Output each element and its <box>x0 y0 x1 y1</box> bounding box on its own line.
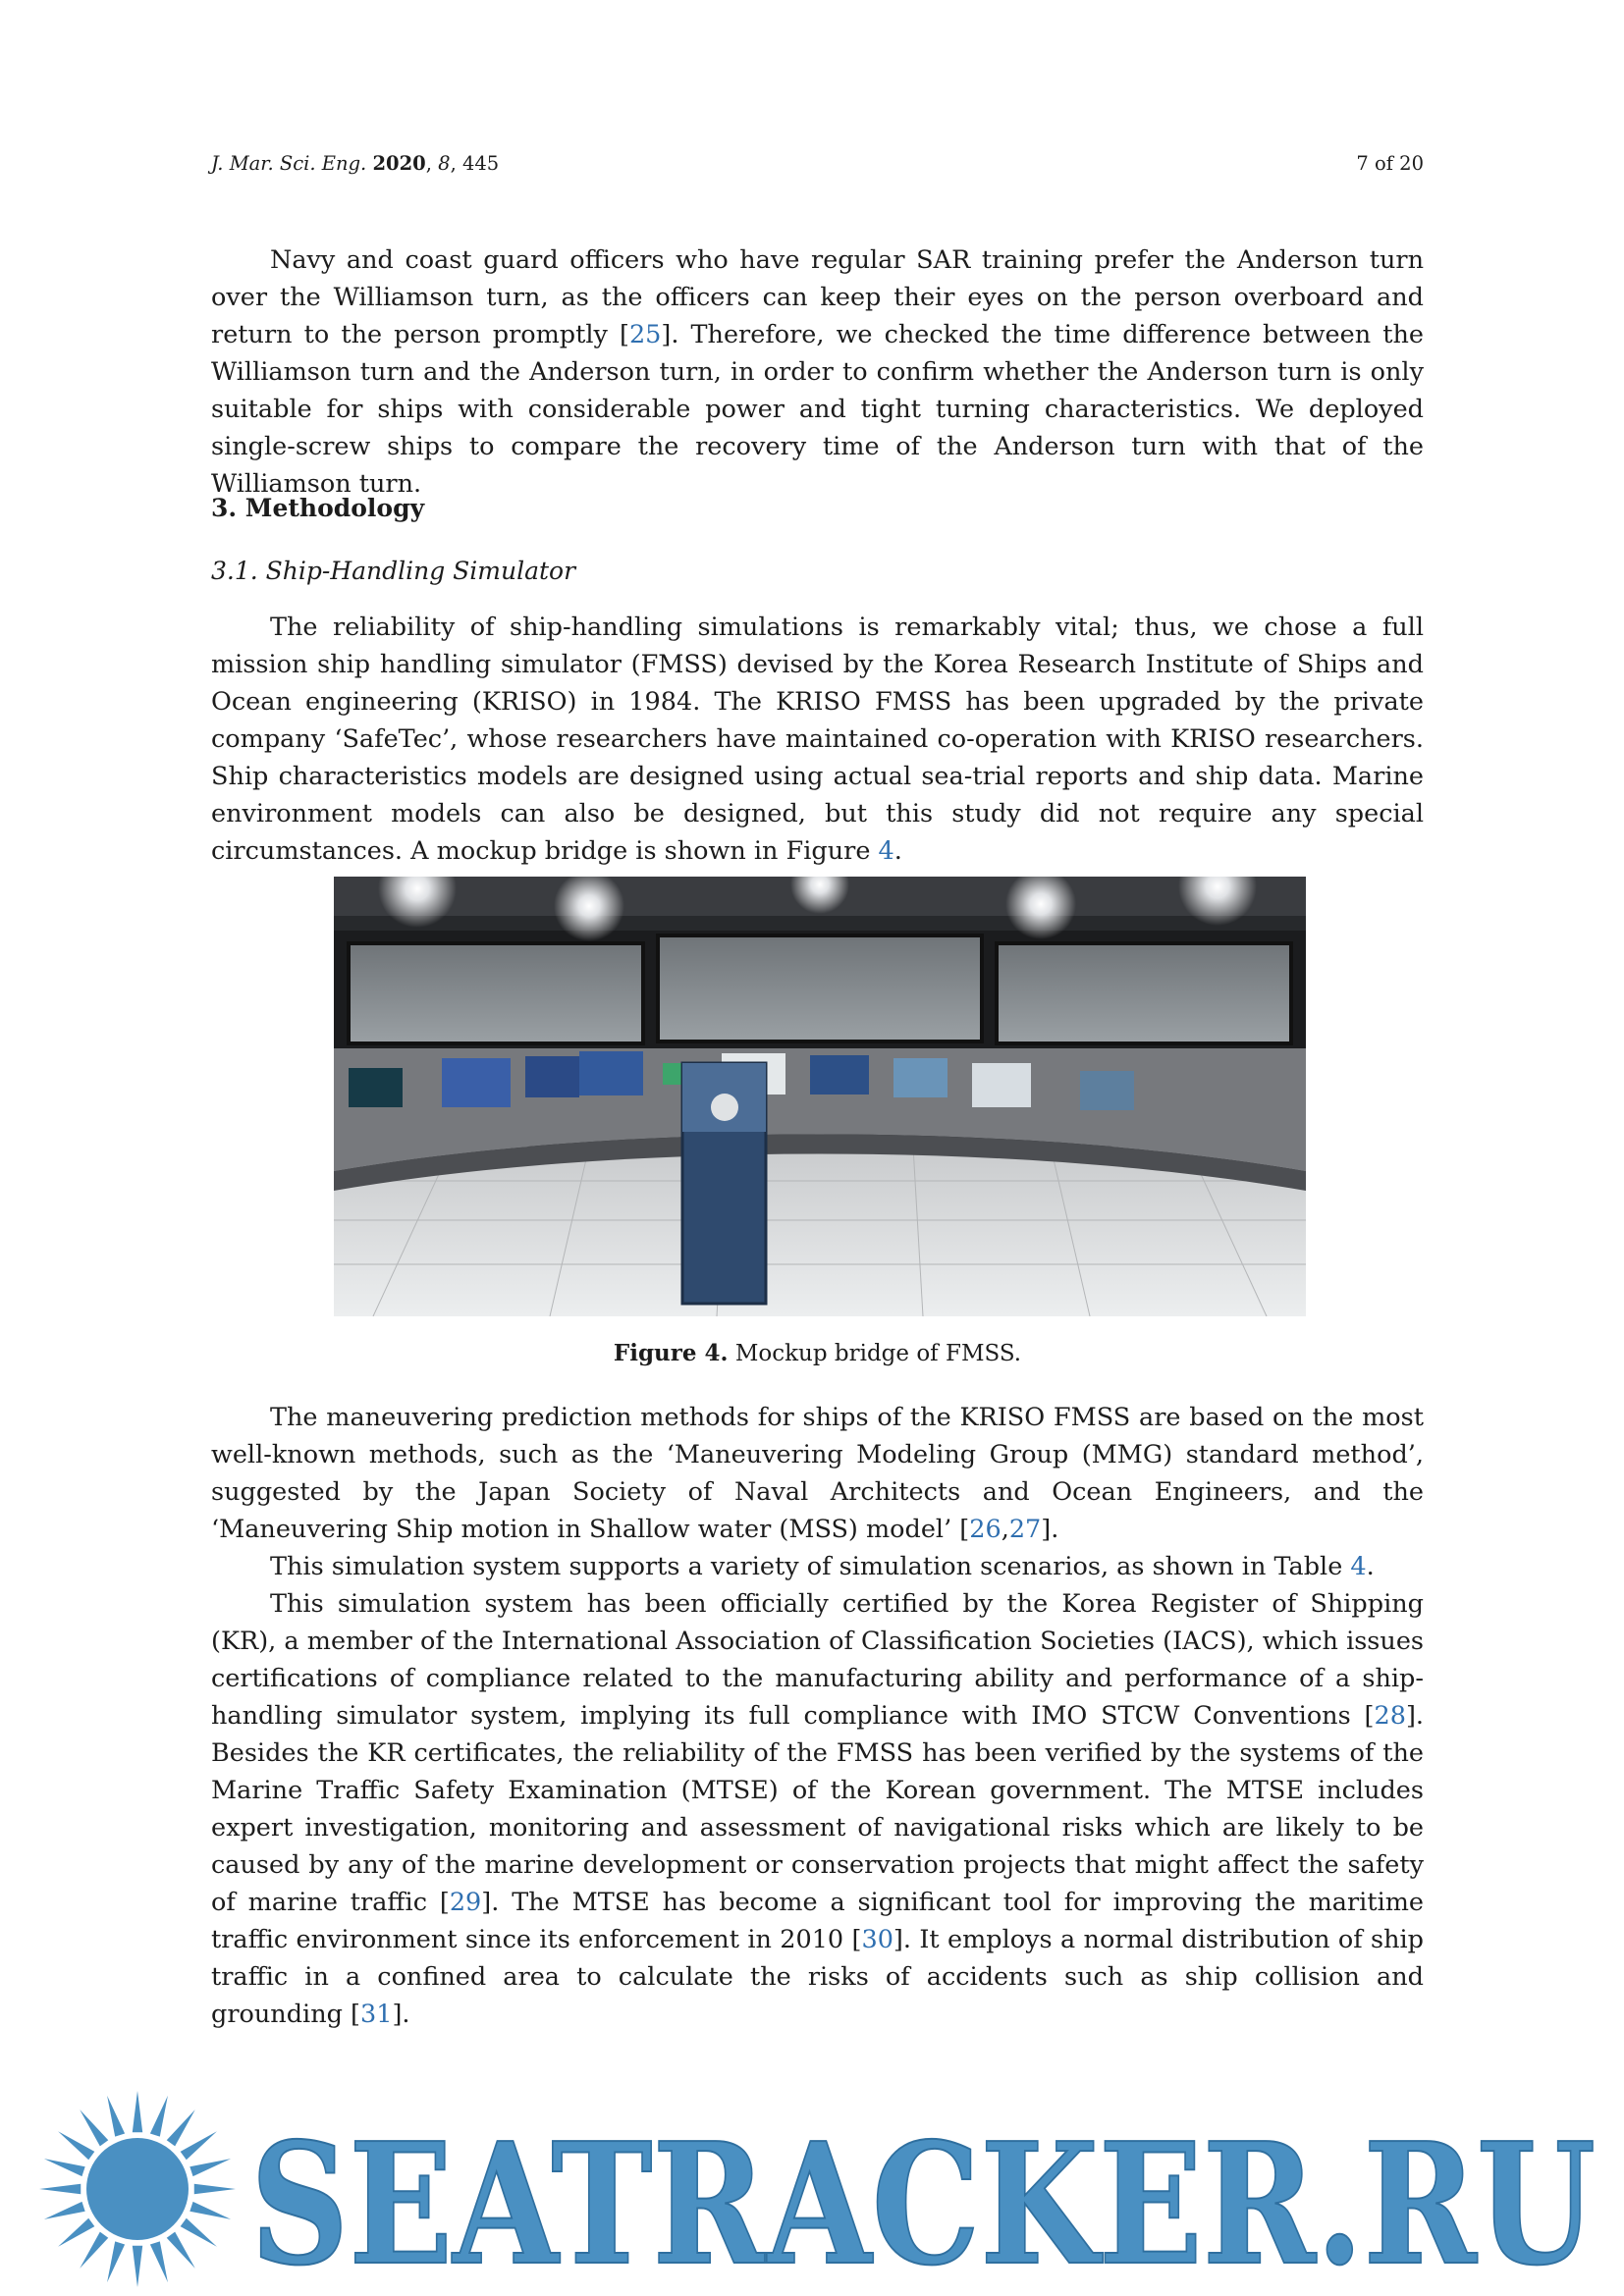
running-head <box>211 152 1424 175</box>
citation-link[interactable]: 28 <box>1374 1701 1406 1731</box>
sun-ray <box>39 2184 81 2194</box>
journal-citation: J. Mar. Sci. Eng. 2020, 8, 445 <box>211 152 500 175</box>
figure-reference-link[interactable]: 4 <box>878 836 894 866</box>
paragraph-maneuvering-methods: The maneuvering prediction methods for ships of the KRISO FMSS are based on the most well-known methods, such as the ‘Maneuvering Modeling Group (MMG) standard method’, suggested by the Japan Society of Naval Architects and Ocean Engineers, and the ‘Maneuvering Ship motion in Shallow water (MSS) model’ [26,27]. This simulation system supports a variety of simulation scenarios, as shown in Table 4. This simulation system has been officially certified by the Korea Register of Shipping (KR), a member of the International Association of Classification Societies (IACS), which issues certifications of compliance related to the manufacturing ability and performance of a ship-handling simulator system, implying its full compliance with IMO STCW Conventions [28]. Besides the KR certificates, the reliability of the FMSS has been verified by the systems of the Marine Traffic Safety Examination (MTSE) of the Korean government. The MTSE includes expert investigation, monitoring and assessment of navigational risks which are likely to be caused by any of the marine development or conservation projects that might affect the safety of marine traffic [29]. The MTSE has become a significant tool for improving the maritime traffic environment since its enforcement in 2010 [30]. It employs a normal distribution of ship traffic in a confined area to calculate the risks of accidents such as ship collision and grounding [31]. <box>211 1403 1424 2029</box>
sun-ray <box>58 2131 94 2160</box>
page-number: 7 of 20 <box>1356 152 1424 175</box>
bridge-illustration <box>334 877 1306 1316</box>
sun-ray <box>133 2091 142 2132</box>
watermark <box>39 2081 1610 2292</box>
article-number: 445 <box>461 152 500 175</box>
sun-ray <box>181 2218 217 2247</box>
console-screen <box>972 1063 1031 1107</box>
subsection-heading: 3.1. Ship-Handling Simulator <box>211 557 576 585</box>
figure-caption: Figure 4. Mockup bridge of FMSS. <box>613 1340 1022 1366</box>
citation-link[interactable]: 25 <box>628 320 662 349</box>
watermark-text: SEATRACKER.RU <box>250 2107 1596 2292</box>
sun-ray <box>194 2184 236 2194</box>
sun-icon <box>39 2091 236 2287</box>
figure-mockup-bridge <box>334 877 1306 1316</box>
journal-name: J. Mar. Sci. Eng. <box>211 152 367 175</box>
sun-ray <box>189 2159 231 2176</box>
citation-link[interactable]: 29 <box>449 1888 482 1917</box>
sun-ray <box>80 2109 108 2146</box>
paragraph-fmss-intro: The reliability of ship-handling simulations is remarkably vital; thus, we chose a full mission ship handling simulator (FMSS) devised by the Korea Research Institute of Ships and Ocean engineering (KRISO) in 1984. The KRISO FMSS has been upgraded by the private company ‘SafeTec’, whose researchers have maintained co-operation with KRISO researchers. Ship characteristics models are designed using actual sea-trial reports and ship data. Marine environment models can also be designed, but this study did not require any special circumstances. A mockup bridge is shown in Figure 4. <box>211 613 1424 866</box>
sun-ray <box>58 2218 94 2247</box>
window-right <box>997 943 1291 1043</box>
console-screen <box>810 1055 869 1095</box>
console-screen <box>579 1051 643 1095</box>
section-heading: 3. Methodology <box>211 494 425 522</box>
sun-ray <box>189 2202 231 2219</box>
console-screen <box>893 1058 947 1097</box>
paragraph-anderson-turn: Navy and coast guard officers who have regular SAR training prefer the Anderson turn over the Williamson turn, as the officers can keep their eyes on the person overboard and return to the person promptly [25]. Therefore, we checked the time difference between the Williamson turn and the Anderson turn, in order to confirm whether the Anderson turn is only suitable for ships with considerable power and tight turning characteristics. We deployed single-screw ships to compare the recovery time of the Anderson turn with that of the Williamson turn. <box>211 245 1424 499</box>
citation-link[interactable]: 30 <box>861 1925 893 1954</box>
sun-ray <box>44 2159 85 2176</box>
citation-link[interactable]: 26 <box>969 1515 1001 1544</box>
citation-link[interactable]: 31 <box>360 2000 393 2029</box>
watermark-graphic <box>39 2081 1610 2292</box>
sun-ray <box>133 2246 142 2287</box>
sun-ray <box>107 2241 125 2282</box>
console-screen <box>442 1058 511 1107</box>
console-screen <box>1080 1071 1134 1110</box>
window-center <box>658 935 982 1041</box>
journal-volume: 8 <box>438 152 451 175</box>
console-screen <box>349 1068 403 1107</box>
sun-ray <box>150 2241 168 2282</box>
citation-link[interactable]: 27 <box>1008 1515 1042 1544</box>
figure-label: Figure 4. <box>613 1340 729 1366</box>
sun-ray <box>167 2232 195 2269</box>
window-left <box>349 943 643 1043</box>
console-screen <box>525 1056 579 1097</box>
journal-year: 2020 <box>372 152 426 175</box>
sun-ray <box>150 2096 168 2137</box>
sun-ray <box>181 2131 217 2160</box>
table-reference-link[interactable]: 4 <box>1350 1552 1367 1581</box>
sun-ray <box>107 2096 125 2137</box>
sun-ray <box>167 2109 195 2146</box>
sun-ray <box>80 2232 108 2269</box>
sun-ray <box>44 2202 85 2219</box>
